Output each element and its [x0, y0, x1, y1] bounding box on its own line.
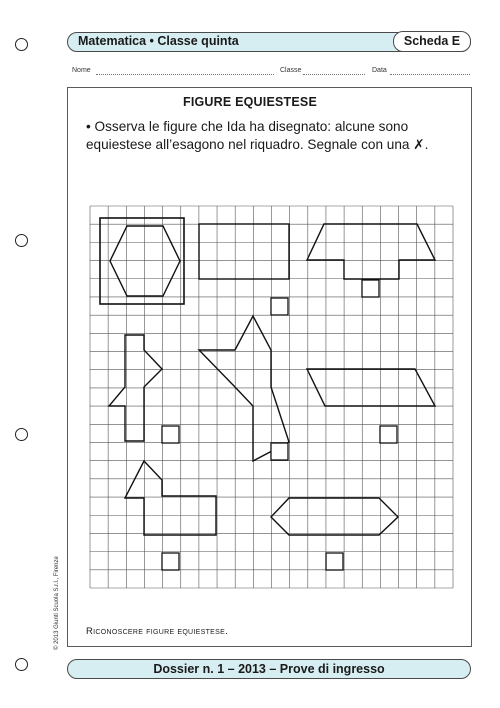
- reference-frame: [100, 218, 184, 304]
- date-label: Data: [372, 67, 387, 74]
- figure-pinwheel: [199, 316, 289, 461]
- subject-label: Matematica • Classe quinta: [78, 34, 239, 48]
- answer-checkbox-6: [162, 553, 179, 570]
- answer-checkbox-2: [362, 280, 379, 297]
- figure-rectangle: [199, 224, 289, 279]
- reference-hexagon: [110, 226, 180, 296]
- class-label: Classe: [280, 67, 302, 74]
- answer-checkbox-1: [271, 298, 288, 315]
- sheet-label: Scheda E: [403, 34, 461, 48]
- exercise-title: FIGURE EQUIESTESE: [183, 95, 317, 109]
- exercise-instruction: • Osserva le figure che Ida ha disegnato: alcune sono equiestese all’esagono nel riquadro. Segnale con una ✗.: [86, 119, 429, 152]
- answer-checkbox-5: [380, 426, 397, 443]
- answer-checkbox-3: [162, 426, 179, 443]
- answer-checkbox-4: [271, 443, 288, 460]
- footer-label: Dossier n. 1 – 2013 – Prove di ingresso: [153, 662, 385, 676]
- skill-label: Riconoscere figure equiestese.: [86, 626, 229, 637]
- answer-checkbox-7: [326, 553, 343, 570]
- copyright-note: © 2013 Giunti Scuola S.r.l., Firenze: [54, 556, 60, 650]
- footer-bar: [67, 659, 471, 679]
- figure-house-shape: [125, 461, 216, 535]
- name-label: Nome: [72, 67, 91, 74]
- figure-elongated-hexagon: [271, 498, 398, 535]
